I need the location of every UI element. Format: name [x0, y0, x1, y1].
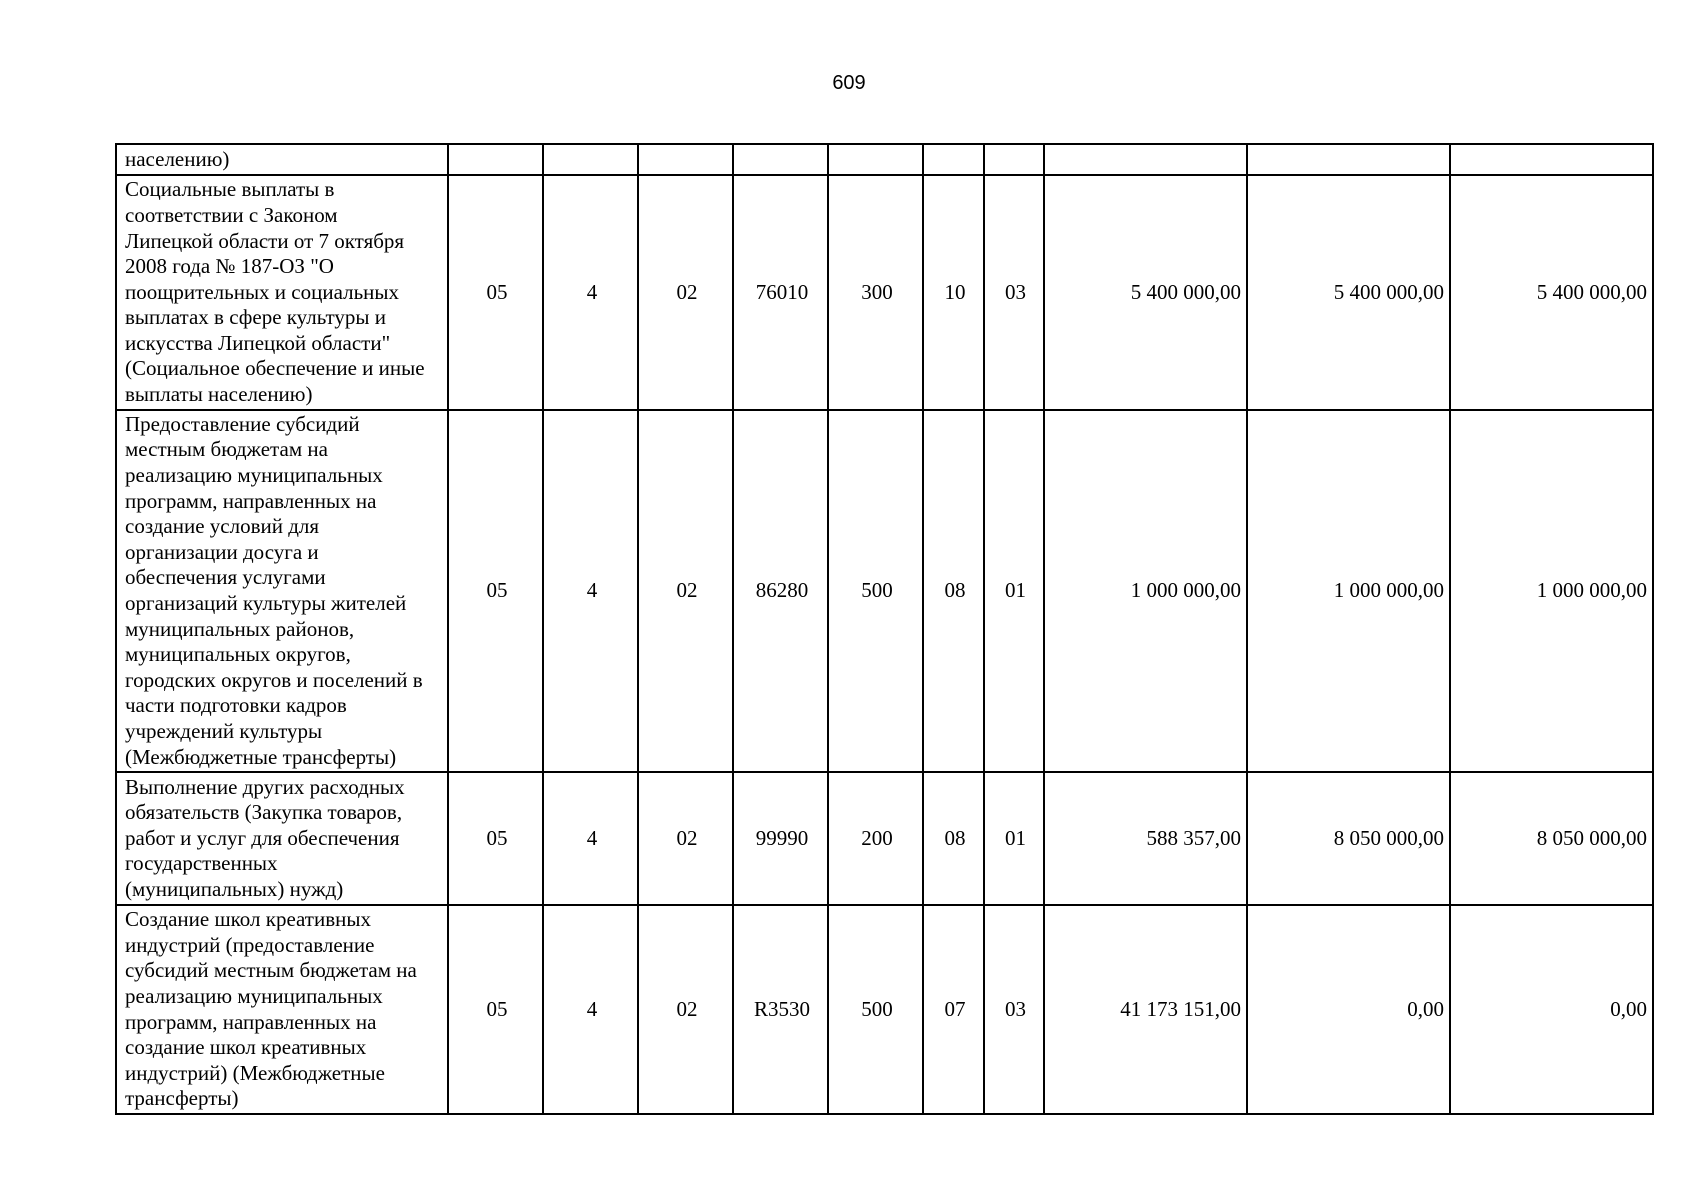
direction-code-cell: R3530: [733, 905, 828, 1114]
amount-year2-cell: 0,00: [1247, 905, 1450, 1114]
section-cell: 08: [923, 772, 984, 905]
expense-type-cell: 300: [828, 175, 923, 410]
expense-type-cell: [828, 144, 923, 175]
subprogram-code-cell: 4: [543, 905, 638, 1114]
subprogram-code-cell: [543, 144, 638, 175]
subprogram-code-cell: 4: [543, 772, 638, 905]
row-description: Социальные выплаты в соответствии с Законом Липецкой области от 7 октября 2008 года № 187-ОЗ "О поощрительных и социальных выплатах в сфере культуры и искусства Липецкой области" (Социальное обеспечение и иные выплаты населению): [116, 175, 448, 410]
direction-code-cell: 99990: [733, 772, 828, 905]
expense-type-cell: 200: [828, 772, 923, 905]
program-code-cell: 05: [448, 905, 543, 1114]
direction-code-cell: 76010: [733, 175, 828, 410]
direction-code-cell: 86280: [733, 410, 828, 772]
table-row: [116, 175, 1653, 410]
amount-year1-cell: 588 357,00: [1044, 772, 1247, 905]
subsection-cell: 03: [984, 175, 1044, 410]
table-row: [116, 410, 1653, 772]
budget-table: [115, 143, 1654, 1115]
amount-year1-cell: [1044, 144, 1247, 175]
subsection-cell: 01: [984, 410, 1044, 772]
event-code-cell: 02: [638, 410, 733, 772]
amount-year3-cell: 8 050 000,00: [1450, 772, 1653, 905]
section-cell: 07: [923, 905, 984, 1114]
amount-year3-cell: 1 000 000,00: [1450, 410, 1653, 772]
row-description: Предоставление субсидий местным бюджетам на реализацию муниципальных программ, направленных на создание условий для организации досуга и обеспечения услугами организаций культуры жителей муниципальных районов, муниципальных округов, городских округов и поселений в части подготовки кадров учреждений культуры (Межбюджетные трансферты): [116, 410, 448, 772]
amount-year1-cell: 1 000 000,00: [1044, 410, 1247, 772]
row-description: населению): [116, 144, 448, 175]
subprogram-code-cell: 4: [543, 410, 638, 772]
amount-year1-cell: 41 173 151,00: [1044, 905, 1247, 1114]
amount-year2-cell: 8 050 000,00: [1247, 772, 1450, 905]
row-description: Выполнение других расходных обязательств (Закупка товаров, работ и услуг для обеспечения государственных (муниципальных) нужд): [116, 772, 448, 905]
page-number: 609: [832, 72, 866, 94]
section-cell: 10: [923, 175, 984, 410]
subprogram-code-cell: 4: [543, 175, 638, 410]
event-code-cell: 02: [638, 175, 733, 410]
expense-type-cell: 500: [828, 905, 923, 1114]
amount-year3-cell: [1450, 144, 1653, 175]
amount-year3-cell: 0,00: [1450, 905, 1653, 1114]
section-cell: [923, 144, 984, 175]
subsection-cell: [984, 144, 1044, 175]
event-code-cell: [638, 144, 733, 175]
expense-type-cell: 500: [828, 410, 923, 772]
event-code-cell: 02: [638, 772, 733, 905]
subsection-cell: 03: [984, 905, 1044, 1114]
program-code-cell: 05: [448, 772, 543, 905]
amount-year2-cell: 5 400 000,00: [1247, 175, 1450, 410]
direction-code-cell: [733, 144, 828, 175]
amount-year3-cell: 5 400 000,00: [1450, 175, 1653, 410]
subsection-cell: 01: [984, 772, 1044, 905]
table-row: [116, 144, 1653, 175]
program-code-cell: [448, 144, 543, 175]
row-description: Создание школ креативных индустрий (предоставление субсидий местным бюджетам на реализацию муниципальных программ, направленных на создание школ креативных индустрий) (Межбюджетные трансферты): [116, 905, 448, 1114]
amount-year2-cell: [1247, 144, 1450, 175]
amount-year2-cell: 1 000 000,00: [1247, 410, 1450, 772]
table-row: [116, 772, 1653, 905]
event-code-cell: 02: [638, 905, 733, 1114]
section-cell: 08: [923, 410, 984, 772]
table-row: [116, 905, 1653, 1114]
program-code-cell: 05: [448, 410, 543, 772]
program-code-cell: 05: [448, 175, 543, 410]
amount-year1-cell: 5 400 000,00: [1044, 175, 1247, 410]
